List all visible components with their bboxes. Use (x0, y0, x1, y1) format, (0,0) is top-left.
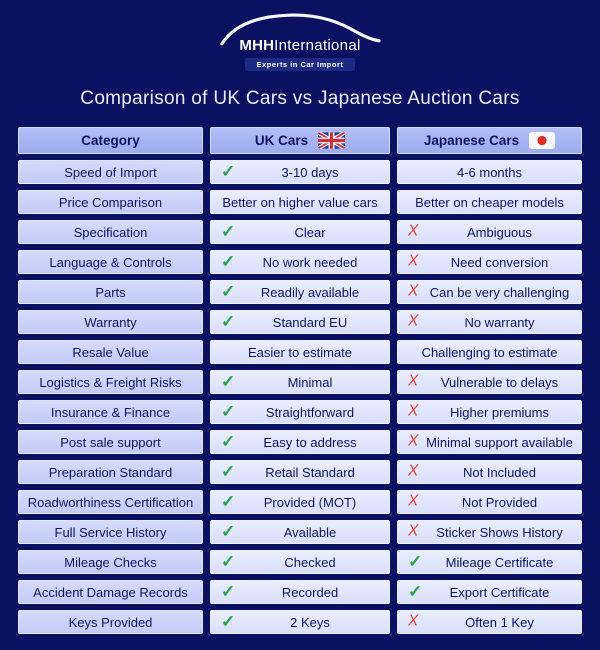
value-text: Higher premiums (450, 404, 549, 420)
check-icon: ✓ (221, 581, 236, 601)
header-japanese-cars (397, 127, 582, 154)
value-text: Challenging to estimate (421, 344, 558, 360)
value-text: Not Included (463, 464, 536, 480)
value-text: Minimal (287, 374, 333, 390)
japan-value-cell (397, 220, 582, 244)
category-label: Warranty (84, 314, 137, 330)
value-text: Minimal support available (426, 434, 573, 450)
cross-icon: X (408, 492, 419, 510)
category-cell (18, 340, 203, 364)
category-cell (18, 220, 203, 244)
value-text: Provided (MOT) (263, 494, 357, 510)
check-icon: ✓ (221, 551, 236, 571)
category-cell (18, 250, 203, 274)
header-uk-cars (210, 127, 390, 154)
value-text: No warranty (464, 314, 535, 330)
check-icon: ✓ (221, 251, 236, 271)
check-icon: ✓ (408, 581, 423, 601)
category-label: Logistics & Freight Risks (39, 374, 182, 390)
uk-value-cell (210, 400, 390, 424)
cross-icon: X (408, 462, 419, 480)
value-text: Export Certificate (449, 584, 550, 600)
cross-icon: X (408, 402, 419, 420)
value-text: 4-6 months (456, 164, 523, 180)
japan-value-cell (397, 610, 582, 634)
brand-name-bold: MHH (239, 37, 275, 54)
category-cell (18, 550, 203, 574)
check-icon: ✓ (408, 551, 423, 571)
value-text: 3-10 days (281, 164, 339, 180)
category-label: Roadworthiness Certification (27, 494, 194, 510)
check-icon: ✓ (221, 401, 236, 421)
japan-value-cell (397, 190, 582, 214)
cross-icon: X (408, 522, 419, 540)
category-label: Post sale support (60, 434, 161, 450)
category-label: Insurance & Finance (50, 404, 171, 420)
brand-name (0, 38, 600, 54)
value-text: Standard EU (272, 314, 348, 330)
category-cell (18, 370, 203, 394)
uk-flag-icon (318, 132, 345, 149)
check-icon: ✓ (221, 371, 236, 391)
value-text: Easier to estimate (247, 344, 353, 360)
category-cell (18, 430, 203, 454)
japan-value-cell (397, 580, 582, 604)
value-text: Retail Standard (265, 464, 355, 480)
japan-value-cell (397, 430, 582, 454)
value-text: Better on cheaper models (415, 194, 564, 210)
uk-value-cell (210, 190, 390, 214)
japan-value-cell (397, 280, 582, 304)
category-label: Language & Controls (49, 254, 172, 270)
category-label: Preparation Standard (48, 464, 173, 480)
uk-value-cell (210, 490, 390, 514)
value-text: Clear (294, 224, 326, 240)
uk-value-cell (210, 280, 390, 304)
japan-value-cell (397, 520, 582, 544)
header-category-label: Category (81, 133, 140, 148)
cross-icon: X (408, 252, 419, 270)
category-cell (18, 160, 203, 184)
comparison-table (18, 127, 582, 634)
japan-value-cell (397, 460, 582, 484)
brand-name-light: International (274, 37, 361, 54)
check-icon: ✓ (221, 311, 236, 331)
page-title: Comparison of UK Cars vs Japanese Auction Cars (80, 88, 520, 109)
value-text: Readily available (260, 284, 360, 300)
cross-icon: X (408, 282, 419, 300)
value-text: Checked (284, 554, 336, 570)
value-text: Sticker Shows History (436, 524, 563, 540)
value-text: Available (283, 524, 337, 540)
uk-value-cell (210, 250, 390, 274)
japan-value-cell (397, 250, 582, 274)
header-category (18, 127, 203, 154)
value-text: No work needed (262, 254, 358, 270)
cross-icon: X (408, 612, 419, 630)
japan-value-cell (397, 340, 582, 364)
uk-value-cell (210, 610, 390, 634)
category-label: Specification (73, 224, 148, 240)
japan-value-cell (397, 490, 582, 514)
value-text: Mileage Certificate (445, 554, 554, 570)
header-japan-label: Japanese Cars (423, 133, 520, 148)
japan-value-cell (397, 310, 582, 334)
check-icon: ✓ (221, 461, 236, 481)
value-text: Vulnerable to delays (440, 374, 559, 390)
uk-value-cell (210, 220, 390, 244)
japan-value-cell (397, 400, 582, 424)
uk-value-cell (210, 460, 390, 484)
check-icon: ✓ (221, 281, 236, 301)
value-text: Can be very challenging (429, 284, 570, 300)
category-cell (18, 460, 203, 484)
category-cell (18, 610, 203, 634)
value-text: Need conversion (450, 254, 549, 270)
category-cell (18, 490, 203, 514)
value-text: Recorded (281, 584, 339, 600)
category-label: Mileage Checks (64, 554, 157, 570)
category-label: Resale Value (72, 344, 149, 360)
japan-flag-icon (529, 132, 555, 149)
value-text: Straightforward (265, 404, 355, 420)
uk-value-cell (210, 430, 390, 454)
header-uk-label: UK Cars (254, 133, 309, 148)
japan-value-cell (397, 370, 582, 394)
japan-value-cell (397, 550, 582, 574)
category-label: Full Service History (54, 524, 167, 540)
value-text: Often 1 Key (465, 614, 534, 630)
category-cell (18, 190, 203, 214)
check-icon: ✓ (221, 491, 236, 511)
check-icon: ✓ (221, 431, 236, 451)
category-cell (18, 310, 203, 334)
brand-tagline: Experts in Car Import (245, 58, 356, 71)
category-cell (18, 520, 203, 544)
uk-value-cell (210, 550, 390, 574)
category-label: Speed of Import (64, 164, 157, 180)
uk-value-cell (210, 580, 390, 604)
uk-value-cell (210, 370, 390, 394)
uk-value-cell (210, 520, 390, 544)
cross-icon: X (408, 222, 419, 240)
category-label: Keys Provided (68, 614, 153, 630)
check-icon: ✓ (221, 611, 236, 631)
uk-value-cell (210, 160, 390, 184)
cross-icon: X (408, 312, 419, 330)
japan-value-cell (397, 160, 582, 184)
check-icon: ✓ (221, 221, 236, 241)
category-cell (18, 580, 203, 604)
check-icon: ✓ (221, 161, 236, 181)
value-text: 2 Keys (290, 614, 330, 630)
brand-logo (0, 0, 600, 72)
check-icon: ✓ (221, 521, 236, 541)
value-text: Better on higher value cars (222, 194, 378, 210)
value-text: Easy to address (263, 434, 357, 450)
category-cell (18, 280, 203, 304)
uk-value-cell (210, 340, 390, 364)
category-label: Price Comparison (58, 194, 163, 210)
cross-icon: X (408, 432, 419, 450)
category-label: Accident Damage Records (33, 584, 188, 600)
cross-icon: X (408, 372, 419, 390)
uk-value-cell (210, 310, 390, 334)
category-label: Parts (95, 284, 126, 300)
value-text: Ambiguous (466, 224, 533, 240)
category-cell (18, 400, 203, 424)
value-text: Not Provided (461, 494, 538, 510)
